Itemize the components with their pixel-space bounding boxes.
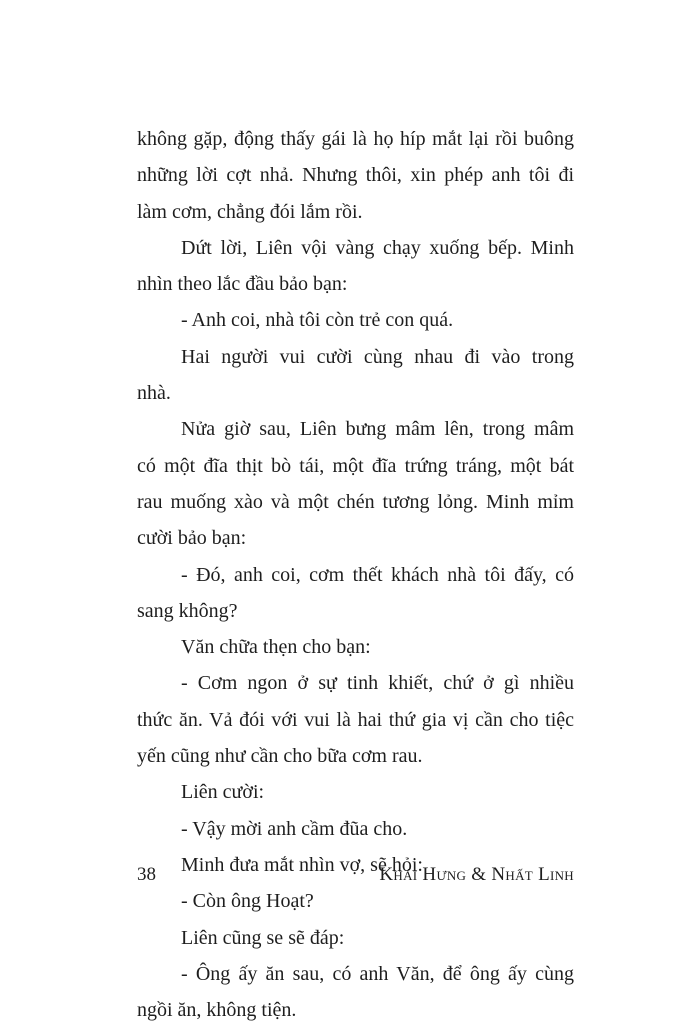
text-line: Liên cười: [181,781,265,804]
text-line: Dứt lời, Liên vội vàng chạy xuống bếp. Minh [181,236,574,259]
page-number: 38 [137,864,156,885]
text-line: có một đĩa thịt bò tái, một đĩa trứng tráng, một bát [137,454,574,477]
text-line: không gặp, động thấy gái là họ híp mắt lại rồi buông [137,128,574,150]
page-footer [137,864,574,894]
text-line: ngồi ăn, không tiện. [137,999,297,1022]
text-line: Hai người vui cười cùng nhau đi vào trong [181,345,574,368]
text-line: Nửa giờ sau, Liên bưng mâm lên, trong mâm [181,418,574,441]
text-line: thức ăn. Vả đói với vui là hai thứ gia vị cần cho tiệc [137,708,574,731]
text-line: - Cơm ngon ở sự tinh khiết, chứ ở gì nhiều [181,672,574,695]
text-line: nhà. [137,382,171,405]
text-line: Văn chữa thẹn cho bạn: [181,636,371,659]
text-line: - Vậy mời anh cầm đũa cho. [181,817,408,840]
text-line: yến cũng như cần cho bữa cơm rau. [137,745,423,768]
text-line: - Còn ông Hoạt? [181,890,314,913]
text-line: - Ông ấy ăn sau, có anh Văn, để ông ấy cùng [181,962,574,985]
text-line: Liên cũng se sẽ đáp: [181,926,345,949]
text-line: - Anh coi, nhà tôi còn trẻ con quá. [181,309,454,332]
running-head-authors: Khái Hưng & Nhất Linh [379,864,574,885]
text-line: cười bảo bạn: [137,527,247,550]
text-line: sang không? [137,599,238,622]
text-line: rau muống xào và một chén tương lỏng. Minh mỉm [137,490,574,513]
text-line: làm cơm, chẳng đói lắm rồi. [137,200,363,223]
text-line: những lời cợt nhả. Nhưng thôi, xin phép anh tôi đi [137,164,574,187]
text-line: - Đó, anh coi, cơm thết khách nhà tôi đấy, có [181,563,574,586]
text-line: nhìn theo lắc đầu bảo bạn: [137,273,348,296]
text-line: Minh đưa mắt nhìn vợ, sẽ hỏi: [181,853,423,876]
